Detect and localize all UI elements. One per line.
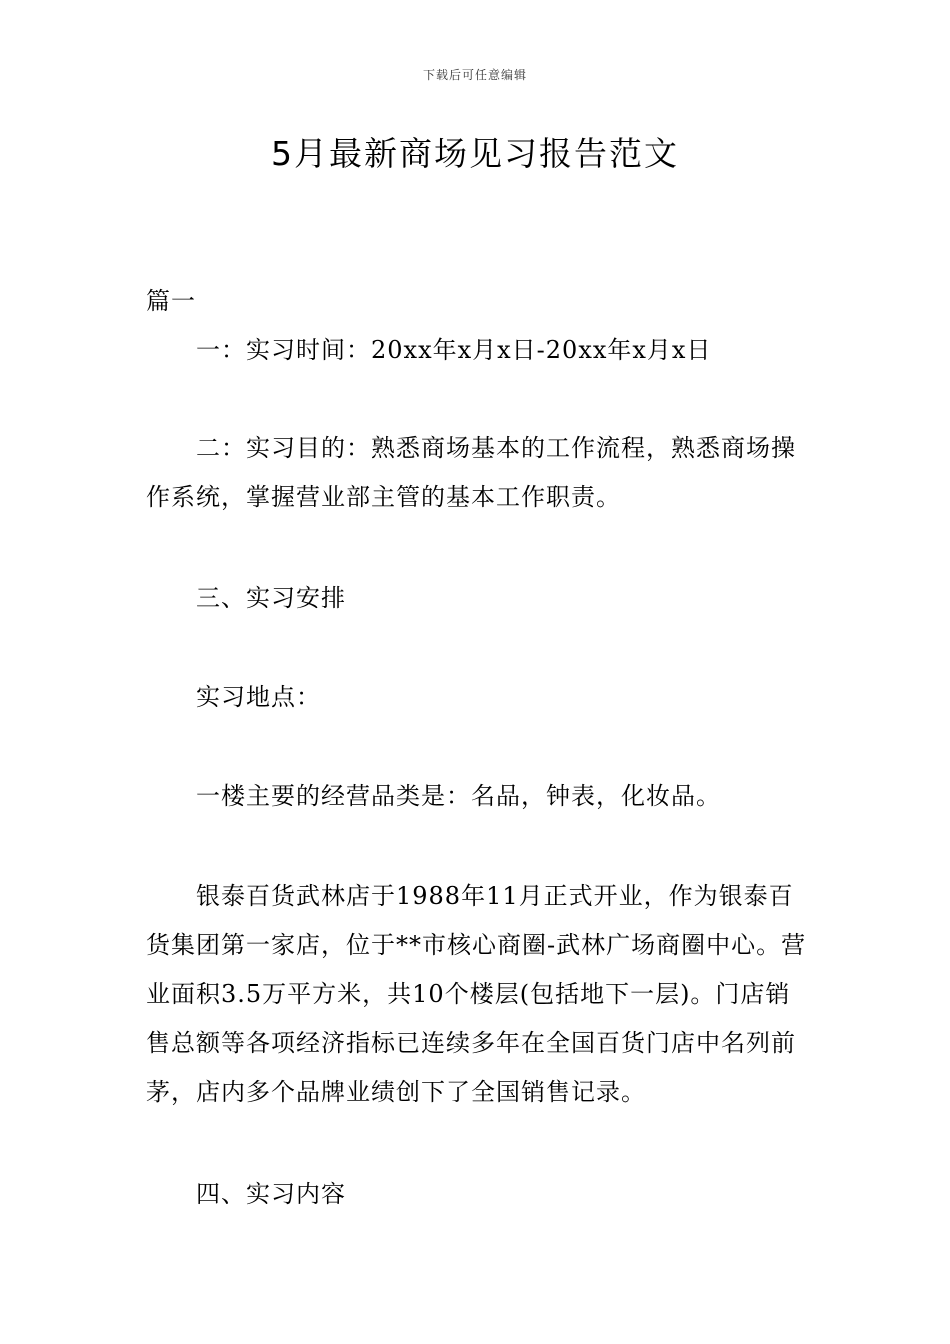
paragraph-content-heading: 四、实习内容: [196, 1180, 346, 1208]
paragraph-arrangement-heading: 三、实习安排: [196, 584, 346, 612]
section-label: 篇一: [146, 287, 196, 315]
paragraph-first-floor: 一楼主要的经营品类是：名品，钟表，化妆品。: [196, 782, 721, 810]
document-title: 5月最新商场见习报告范文: [271, 134, 679, 173]
paragraph-internship-purpose: 二：实习目的：熟悉商场基本的工作流程，熟悉商场操作系统，掌握营业部主管的基本工作职责。: [146, 434, 796, 511]
header-note: 下载后可任意编辑: [422, 68, 527, 82]
paragraph-internship-time: 一：实习时间：20xx年x月x日-20xx年x月x日: [196, 336, 712, 364]
paragraph-location: 实习地点：: [196, 683, 321, 711]
paragraph-store-intro: 银泰百货武林店于1988年11月正式开业，作为银泰百货集团第一家店，位于**市核心商圈-武林广场商圈中心。营业面积3.5万平方米，共10个楼层(包括地下一层)。门店销售总额等各项经济指标已连续多年在全国百货门店中名列前茅，店内多个品牌业绩创下了全国销售记录。: [146, 882, 807, 1106]
